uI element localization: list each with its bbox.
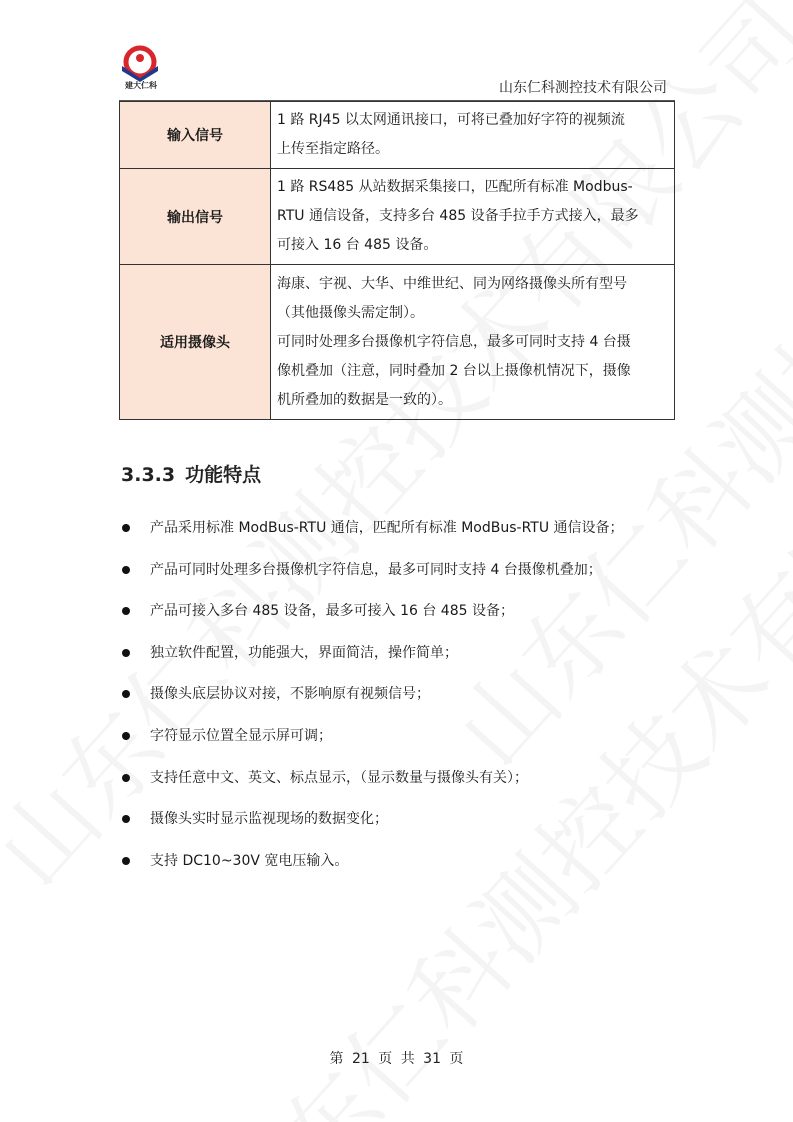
list-item [121, 518, 681, 560]
desc-line: 海康、宇视、大华、中维世纪、同为网络摄像头所有型号 [277, 275, 627, 292]
bullet-icon [122, 774, 130, 782]
section-number: 3.3.3 [121, 464, 176, 486]
company-name: 山东仁科测控技术有限公司 [499, 80, 667, 96]
row-label: 输出信号 [120, 169, 271, 265]
desc-line: 1 路 RJ45 以太网通讯接口，可将已叠加好字符的视频流 [277, 112, 625, 128]
desc-line: 1 路 RS485 从站数据采集接口，匹配所有标准 Modbus- [277, 179, 633, 195]
feature-text: 摄像头底层协议对接，不影响原有视频信号； [150, 686, 430, 703]
desc-line: （其他摄像头需定制）。 [277, 304, 424, 321]
feature-text: 产品采用标准 ModBus-RTU 通信，匹配所有标准 ModBus-RTU 通信设备； [150, 520, 624, 536]
row-label: 适用摄像头 [120, 265, 271, 420]
bullet-icon [122, 857, 130, 865]
feature-text: 支持任意中文、英文、标点显示，（显示数量与摄像头有关）； [150, 769, 528, 786]
logo-text: 建大仁科 [125, 81, 157, 90]
page-footer: 第 21 页 共 31 页 [329, 1051, 464, 1067]
table-row [120, 169, 675, 265]
row-desc [271, 265, 675, 420]
table-row [120, 102, 675, 169]
desc-line: 可接入 16 台 485 设备。 [277, 237, 438, 253]
bullet-icon [122, 690, 130, 698]
row-label: 输入信号 [120, 102, 271, 169]
feature-text: 独立软件配置，功能强大，界面简洁，操作简单； [150, 644, 458, 661]
section-title: 功能特点 [185, 464, 262, 486]
bullet-icon [122, 815, 130, 823]
list-item [121, 601, 681, 643]
feature-list [121, 518, 681, 892]
list-item [121, 726, 681, 768]
table-row [120, 265, 675, 420]
bullet-icon [122, 524, 130, 532]
list-item [121, 768, 681, 810]
row-desc [271, 102, 675, 169]
desc-line: 上传至指定路径。 [277, 141, 389, 157]
bullet-icon [122, 649, 130, 657]
desc-line: 像机叠加（注意，同时叠加 2 台以上摄像机情况下，摄像 [277, 362, 631, 379]
spec-table [119, 101, 675, 420]
section-heading [121, 460, 261, 487]
row-desc [271, 169, 675, 265]
feature-text: 字符显示位置全显示屏可调； [150, 727, 332, 744]
bullet-icon [122, 566, 130, 574]
list-item [121, 684, 681, 726]
feature-text: 摄像头实时显示监视现场的数据变化； [150, 811, 388, 828]
list-item [121, 851, 681, 893]
bullet-icon [122, 607, 130, 615]
desc-line: RTU 通信设备，支持多台 485 设备手拉手方式接入，最多 [277, 208, 639, 224]
feature-text: 产品可接入多台 485 设备，最多可接入 16 台 485 设备； [150, 603, 514, 620]
list-item [121, 809, 681, 851]
desc-line: 可同时处理多台摄像机字符信息，最多可同时支持 4 台摄 [277, 333, 631, 350]
list-item [121, 643, 681, 685]
feature-text: 产品可同时处理多台摄像机字符信息，最多可同时支持 4 台摄像机叠加； [150, 561, 602, 578]
bullet-icon [122, 732, 130, 740]
desc-line: 机所叠加的数据是一致的）。 [277, 391, 452, 408]
list-item [121, 560, 681, 602]
feature-text: 支持 DC10~30V 宽电压输入。 [150, 852, 349, 869]
